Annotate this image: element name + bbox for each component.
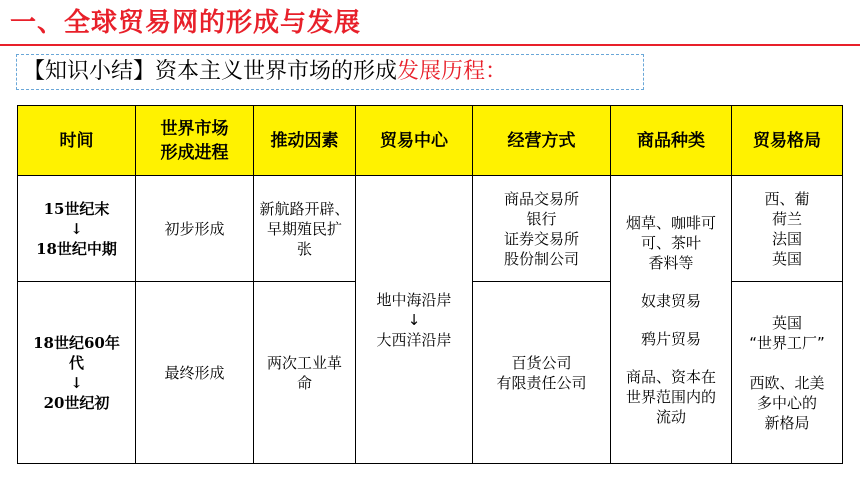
row1-time: 15世纪末 ↓ 18世纪中期	[18, 176, 136, 282]
goods-part4: 商品、资本在 世界范围内的 流动	[625, 367, 716, 426]
header-goods: 商品种类	[611, 106, 732, 176]
row1-stage: 初步形成	[136, 176, 254, 282]
row2-stage: 最终形成	[136, 282, 254, 464]
world-market-table	[17, 105, 843, 464]
table-row	[18, 176, 843, 282]
row1-operation: 商品交易所 银行 证券交易所 股份制公司	[473, 176, 611, 282]
header-operation: 经营方式	[473, 106, 611, 176]
goods-part1: 烟草、咖啡可 可、茶叶 香料等	[625, 213, 716, 272]
row2-factor: 两次工业革 命	[254, 282, 356, 464]
summary-prefix: 【知识小结】资本主义世界市场的形成	[23, 59, 398, 84]
header-pattern: 贸易格局	[732, 106, 843, 176]
slide-title: 一、全球贸易网的形成与发展	[10, 8, 362, 38]
summary-box	[16, 54, 644, 90]
goods-part3: 鸦片贸易	[640, 329, 701, 348]
row2-operation: 百货公司 有限责任公司	[473, 282, 611, 464]
row1-pattern: 西、葡 荷兰 法国 英国	[732, 176, 843, 282]
row2-pattern: 英国 “世界工厂” 西欧、北美 多中心的 新格局	[732, 282, 843, 464]
header-center: 贸易中心	[356, 106, 473, 176]
header-stage	[136, 106, 254, 176]
title-underline	[0, 44, 860, 46]
row1-factor: 新航路开辟、 早期殖民扩 张	[254, 176, 356, 282]
goods-cell	[611, 176, 732, 464]
trade-center-cell: 地中海沿岸 ↓ 大西洋沿岸	[356, 176, 473, 464]
header-factor: 推动因素	[254, 106, 356, 176]
row2-time: 18世纪60年 代 ↓ 20世纪初	[18, 282, 136, 464]
header-time: 时间	[18, 106, 136, 176]
table-header-row	[18, 106, 843, 176]
summary-highlight: 发展历程：	[397, 59, 508, 84]
header-stage-text: 世界市场 形成进程	[160, 118, 229, 163]
goods-part2: 奴隶贸易	[640, 291, 701, 310]
